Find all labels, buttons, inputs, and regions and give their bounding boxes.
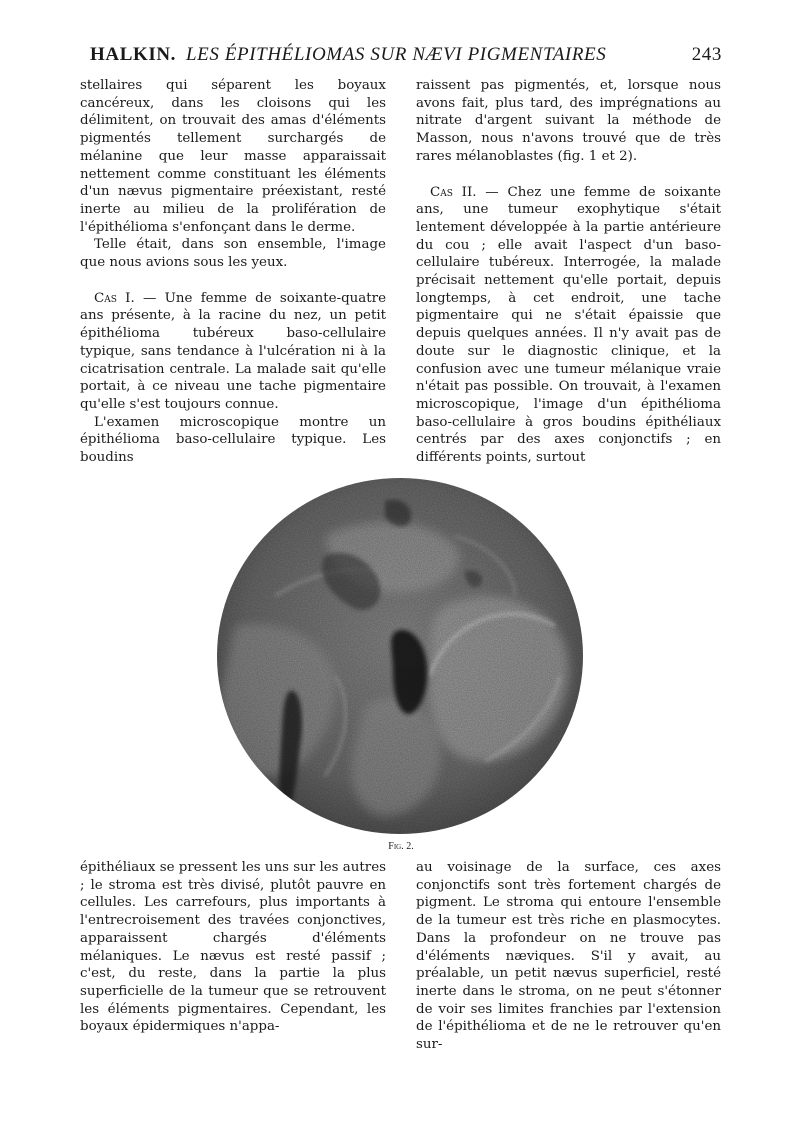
paragraph-continuation: stellaires qui séparent les boyaux cancéreux, dans les cloisons qui les délimitent, on trouvait des amas d'éléments pigmentés tellement surchargés de mélanine que leur masse apparaissait nettement comme constituant les éléments d'un nævus pigmentaire préexistant, resté inerte au milieu de la prolifération de l'épithélioma s'enfonçant dans le derme. xyxy=(80,78,386,235)
case-2-paragraph xyxy=(416,184,721,467)
case-2-text: — Chez une femme de soixante ans, une tumeur exophytique s'était lentement développée à la partie antérieure du cou ; elle avait l'aspect d'un baso-cellulaire tubéreux. Interrogée, la malade précisait nettement qu'elle portait, depuis longtemps, à cet endroit, une tache pigmentaire qui ne s'était épaissie que depuis quelques années. Il n'y avait pas de doute sur le diagnostic clinique, et la confusion avec une tumeur mélanique vraie n'était pas possible. On trouvait, à l'examen microscopique, l'image d'un épithélioma baso-cellulaire à gros boudins épithéliaux centrés par des axes conjonctifs ; en différents points, surtout xyxy=(416,184,721,466)
page-number: 243 xyxy=(691,44,722,65)
header-title: LES ÉPITHÉLIOMAS SUR NÆVI PIGMENTAIRES xyxy=(186,44,607,65)
left-column-bottom xyxy=(80,859,386,1036)
figure-caption: Fig. 2. xyxy=(388,841,414,852)
paragraph-summary: Telle était, dans son ensemble, l'image que nous avions sous les yeux. xyxy=(80,237,386,271)
case-1-label: Cas I. xyxy=(94,290,135,306)
paragraph-continuation-right: raissent pas pigmentés, et, lorsque nous avons fait, plus tard, des imprégnations au nitrate d'argent suivant la méthode de Masson, nous n'avons trouvé que de très rares mélanoblastes (fig. 1 et 2). xyxy=(416,78,721,164)
right-column-bottom xyxy=(416,859,721,1054)
right-column-top xyxy=(416,77,721,467)
case-2-label: Cas II. xyxy=(430,184,477,200)
paragraph-right-bottom: au voisinage de la surface, ces axes conjonctifs sont très fortement chargés de pigment. Le stroma qui entoure l'ensemble de la tumeur est très riche en plasmocytes. Dans la profondeur on ne trouve pas d'éléments næviques. S'il y avait, au préalable, un petit nævus superficiel, resté inerte dans le stroma, on ne peut s'étonner de voir ses limites franchies par l'extension de l'épithélioma et de ne le retrouver qu'en sur- xyxy=(416,860,721,1053)
case-1-exam-paragraph: L'examen microscopique montre un épithélioma baso-cellulaire typique. Les boudins xyxy=(80,414,386,466)
header-author: HALKIN. xyxy=(90,44,177,65)
paragraph-left-bottom: épithéliaux se pressent les uns sur les autres ; le stroma est très divisé, plutôt pauvre en cellules. Les carrefours, plus importants à l'entrecroisement des travées conjonctives, apparaissent chargés d'éléments mélaniques. Le nævus est resté passif ; c'est, du reste, dans la partie la plus superficielle de la tumeur que se retrouvent les éléments pigmentaires. Cependant, les boyaux épidermiques n'appa- xyxy=(80,860,386,1035)
running-header xyxy=(78,42,722,70)
case-1-paragraph xyxy=(80,290,386,414)
figure-2-micrograph xyxy=(215,476,585,836)
micrograph-image xyxy=(215,476,585,836)
case-1-text: — Une femme de soixante-quatre ans présente, à la racine du nez, un petit épithélioma tubéreux baso-cellulaire typique, sans tendance à l'ulcération ni à la cicatrisation centrale. La malade sait qu'elle portait, à ce niveau une tache pigmentaire qu'elle s'est toujours connue. xyxy=(80,290,387,412)
left-column-top xyxy=(80,77,386,467)
